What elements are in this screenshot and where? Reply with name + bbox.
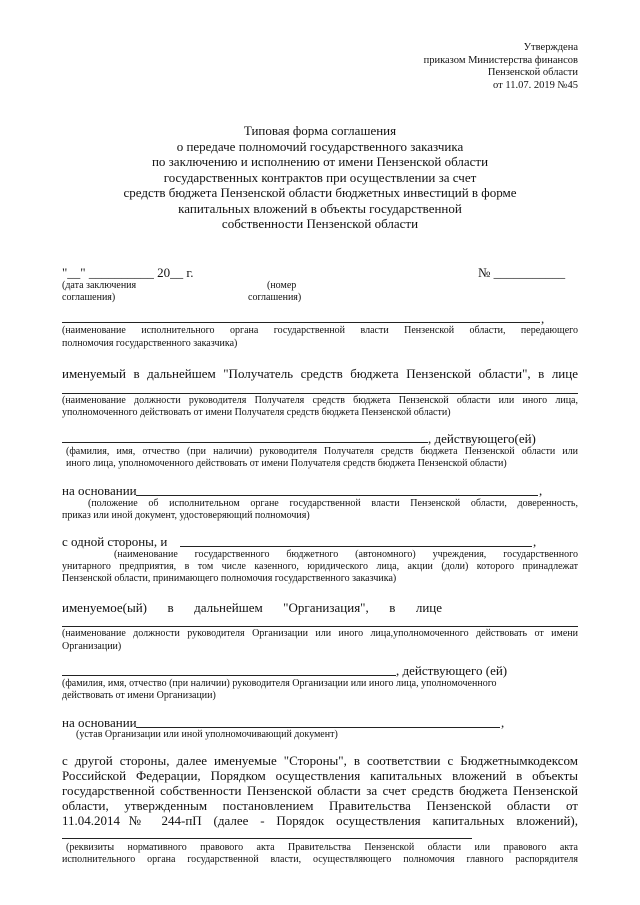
paragraph-line-5: 11.04.2014№ 244-пП (далее - Порядок осуществления капитальных вложений), bbox=[62, 813, 578, 828]
basis-blank-line bbox=[136, 495, 538, 496]
head-name-line bbox=[62, 442, 428, 443]
title-line-6: капитальных вложений в объекты государственной bbox=[178, 200, 462, 216]
acting-text: , действующего(ей) bbox=[428, 431, 536, 446]
authority-blank-line bbox=[62, 322, 540, 323]
organization-head-name-note-1: (фамилия, имя, отчество (при наличии) руководителя Организации или иного лица, уполномоченного bbox=[62, 678, 497, 689]
authority-comma: , bbox=[541, 311, 545, 326]
recipient-position-line bbox=[62, 393, 578, 394]
basis-label: на основании bbox=[62, 483, 137, 498]
organization-basis-line bbox=[136, 727, 500, 728]
basis-note-2: приказ или иной документ, удостоверяющий полномочия) bbox=[62, 510, 310, 521]
organization-named-row bbox=[62, 600, 442, 616]
title-line-4: государственных контрактов при осуществлении за счет bbox=[163, 169, 477, 185]
organization-named-word-6: лице bbox=[415, 600, 442, 615]
head-name-note-2: иного лица, уполномоченного действовать от имени Получателя средств бюджета Пензенской области) bbox=[66, 458, 507, 469]
basis-comma: , bbox=[539, 483, 543, 498]
organization-note-2: унитарного предприятия, в том числе казенного, юридического лица, акции (доли) которого принадлежат bbox=[62, 561, 578, 572]
one-side-comma: , bbox=[533, 534, 537, 549]
number-note-2: соглашения) bbox=[248, 292, 302, 303]
approval-block bbox=[424, 42, 578, 92]
organization-basis-comma: , bbox=[501, 715, 505, 730]
organization-acting-text: , действующего (ей) bbox=[396, 663, 508, 678]
legal-act-note-2: исполнительного органа государственной власти, осуществляющего полномочия главного распорядителя bbox=[62, 854, 578, 865]
approval-line-1: Утверждена bbox=[523, 42, 578, 53]
approval-line-2: приказом Министерства финансов bbox=[423, 54, 578, 66]
paragraph-line-2: Российской Федерации, Порядком осуществления капитальных вложений в объекты bbox=[62, 768, 578, 783]
title-line-3: по заключению и исполнению от имени Пензенской области bbox=[151, 154, 489, 169]
organization-named-word-4: "Организация", bbox=[283, 600, 369, 615]
organization-head-position-line bbox=[62, 626, 578, 627]
number-field: № ___________ bbox=[478, 265, 566, 280]
organization-basis-note: (устав Организации или иной уполномочивающий документ) bbox=[76, 729, 338, 740]
authority-note-1: (наименование исполнительного органа государственной власти Пензенской области, передающего bbox=[62, 325, 578, 336]
organization-head-note-2: Организации) bbox=[62, 641, 122, 652]
organization-blank-line bbox=[180, 546, 532, 547]
document-title bbox=[0, 123, 640, 232]
date-note-2: соглашения) bbox=[62, 292, 116, 303]
title-line-1: Типовая форма соглашения bbox=[243, 123, 397, 138]
title-line-7: собственности Пензенской области bbox=[221, 216, 419, 231]
organization-named-word-5: в bbox=[389, 600, 396, 615]
organization-note-1: (наименование государственного бюджетного (автономного) учреждения, государственного bbox=[114, 549, 578, 560]
recipient-note-1: (наименование должности руководителя Получателя средств бюджета Пензенской области или иного лица, bbox=[62, 395, 578, 406]
paragraph-line-1: с другой стороны, далее именуемые "Стороны", в соответствии с Бюджетнымкодексом bbox=[62, 753, 578, 768]
organization-named-word-1: именуемое(ый) bbox=[62, 600, 148, 615]
organization-head-note-1: (наименование должности руководителя Организации или иного лица,уполномоченного действовать от имени bbox=[62, 628, 578, 639]
organization-head-name-note-2: действовать от имени Организации) bbox=[62, 690, 216, 701]
approval-line-4: от 11.07. 2019 №45 bbox=[493, 79, 578, 91]
paragraph-line-3: государственной собственности Пензенской области за счет средств бюджета Пензенской bbox=[62, 783, 578, 798]
date-field: "__" __________ 20__ г. bbox=[62, 265, 194, 280]
title-line-5: средств бюджета Пензенской области бюджетных инвестиций в форме bbox=[123, 185, 517, 200]
one-side-label: с одной стороны, и bbox=[62, 534, 168, 549]
recipient-text: именуемый в дальнейшем "Получатель средств бюджета Пензенской области", в лице bbox=[62, 366, 578, 381]
paragraph-line-4: области, утвержденным постановлением Правительства Пензенской области от bbox=[62, 798, 578, 813]
organization-note-3: Пензенской области, принимающего полномочия государственного заказчика) bbox=[62, 573, 397, 584]
legal-act-note-1: (реквизиты нормативного правового акта Правительства Пензенской области или правового акта bbox=[66, 842, 578, 853]
organization-basis-label: на основании bbox=[62, 715, 137, 730]
authority-note-2: полномочия государственного заказчика) bbox=[62, 338, 238, 349]
title-line-2: о передаче полномочий государственного заказчика bbox=[176, 138, 464, 154]
organization-head-name-line bbox=[62, 675, 396, 676]
recipient-note-2: уполномоченного действовать от имени Получателя средств бюджета Пензенской области) bbox=[62, 407, 451, 418]
legal-act-blank-line bbox=[62, 838, 472, 839]
date-note-1: (дата заключения bbox=[62, 280, 137, 291]
head-name-note-1: (фамилия, имя, отчество (при наличии) руководителя Получателя средств бюджета Пензенской области или bbox=[66, 446, 578, 457]
approval-line-3: Пензенской области bbox=[487, 67, 578, 79]
organization-named-word-3: дальнейшем bbox=[194, 600, 263, 615]
basis-note-1: (положение об исполнительном органе государственной власти Пензенской области, доверенность, bbox=[88, 498, 578, 509]
organization-named-word-2: в bbox=[167, 600, 174, 615]
number-note-1: (номер bbox=[267, 280, 297, 291]
